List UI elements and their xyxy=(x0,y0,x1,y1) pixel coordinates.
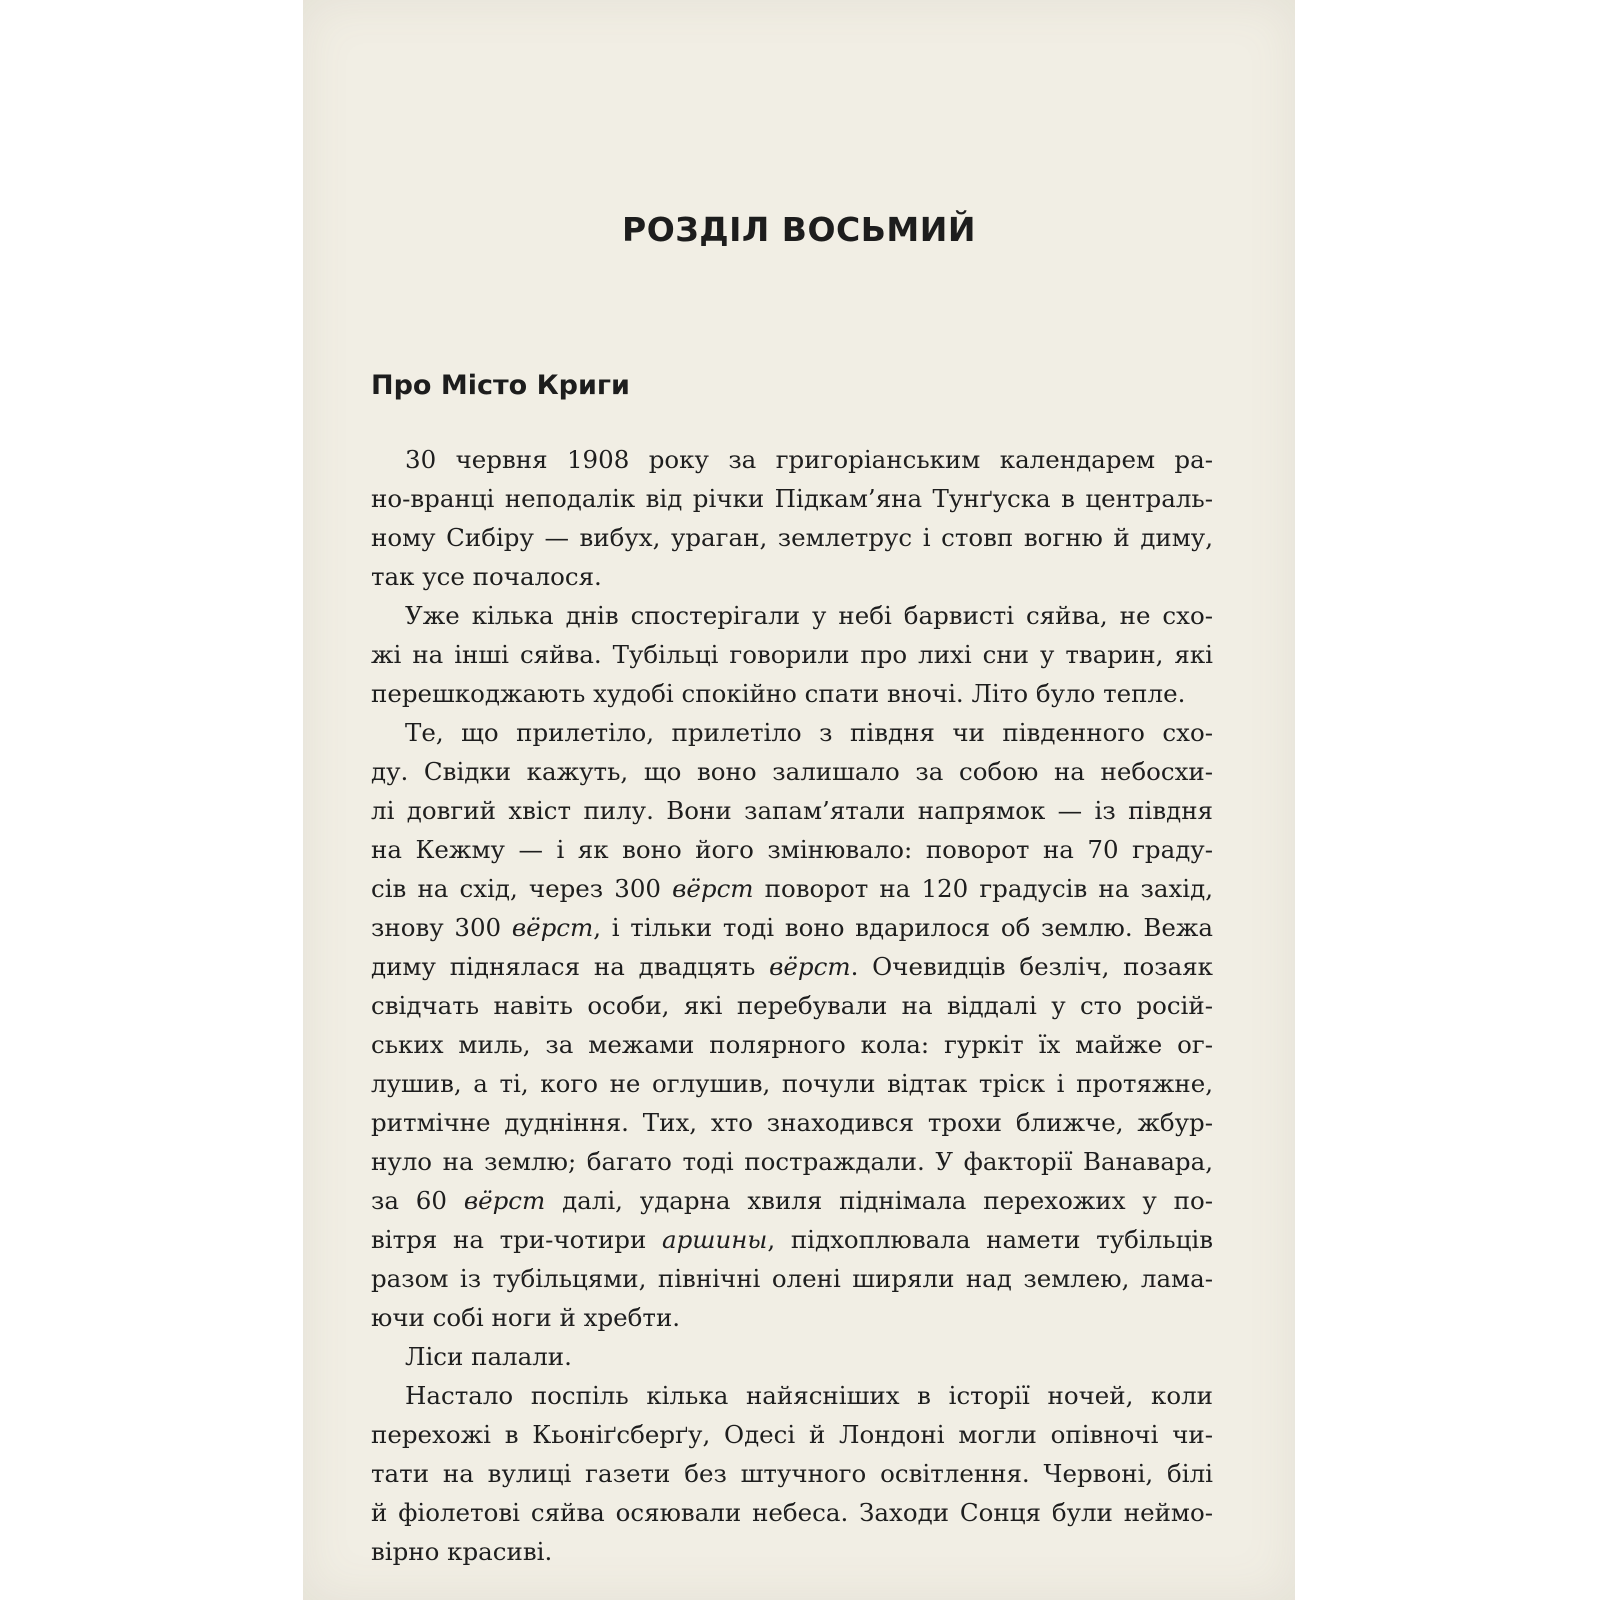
paragraph-2 xyxy=(371,596,1213,713)
text-line: разом із тубільцями, північні олені ширяли над землею, лама- xyxy=(371,1264,1213,1293)
section-title: Про Місто Криги xyxy=(371,370,630,401)
text-line: но-вранці неподалік від річки Підкам’яна Тунґуска в централь- xyxy=(371,484,1213,513)
text-line: лі довгий хвіст пилу. Вони запам’ятали напрямок — із півдня xyxy=(371,796,1213,825)
text-line: Те, що прилетіло, прилетіло з півдня чи південного схо- xyxy=(405,718,1213,747)
text-line xyxy=(371,908,1213,947)
text-run: сів на схід, через 300 xyxy=(371,874,673,903)
text-line: перешкоджають худобі спокійно спати вночі. Літо було тепле. xyxy=(371,679,1186,708)
text-run: диму піднялася на двадцять xyxy=(371,952,770,981)
italic-term: вёрст xyxy=(769,952,851,981)
paragraph-4 xyxy=(371,1337,1213,1376)
text-run: вітря на три-чотири xyxy=(371,1225,662,1254)
text-line: на Кежму — і як воно його змінювало: поворот на 70 граду- xyxy=(371,835,1213,864)
text-run: , і тільки тоді воно вдарилося об землю. Вежа xyxy=(593,913,1213,942)
body-text xyxy=(371,440,1213,1571)
text-line: 30 червня 1908 року за григоріанським календарем ра- xyxy=(405,445,1213,474)
text-line: перехожі в Кьоніґсберґу, Одесі й Лондоні могли опівночі чи- xyxy=(371,1420,1213,1449)
text-run: . Очевидців безліч, позаяк xyxy=(850,952,1213,981)
text-run: поворот на 120 градусів на захід, xyxy=(753,874,1213,903)
paragraph-5 xyxy=(371,1376,1213,1571)
text-line: так усе почалося. xyxy=(371,562,602,591)
chapter-title: РОЗДІЛ ВОСЬМИЙ xyxy=(622,210,976,249)
italic-term: аршины xyxy=(661,1225,768,1254)
text-line: вірно красиві. xyxy=(371,1537,553,1566)
italic-term: вёрст xyxy=(511,913,594,942)
text-line: ритмічне дудніння. Тих, хто знаходився трохи ближче, жбур- xyxy=(371,1108,1213,1137)
text-run: , підхоплювала намети тубільців xyxy=(767,1225,1214,1254)
text-line xyxy=(371,947,1213,986)
text-line: тати на вулиці газети без штучного освітлення. Червоні, білі xyxy=(371,1459,1213,1488)
text-line: свідчать навіть особи, які перебували на віддалі у сто росій- xyxy=(371,991,1213,1020)
text-line: Уже кілька днів спостерігали у небі барвисті сяйва, не схо- xyxy=(405,601,1213,630)
text-line: Ліси палали. xyxy=(405,1342,572,1371)
paragraph-1 xyxy=(371,440,1213,596)
text-line: ських миль, за межами полярного кола: гуркіт їх майже ог- xyxy=(371,1030,1213,1059)
text-run: далі, ударна хвиля піднімала перехожих у по- xyxy=(545,1186,1213,1215)
italic-term: вёрст xyxy=(463,1186,546,1215)
text-run: за 60 xyxy=(371,1186,464,1215)
text-line: ному Сибіру — вибух, ураган, землетрус і стовп вогню й диму, xyxy=(371,523,1213,552)
italic-term: вёрст xyxy=(672,874,754,903)
paragraph-3 xyxy=(371,713,1213,1337)
text-line: й фіолетові сяйва осяювали небеса. Заходи Сонця були неймо- xyxy=(371,1498,1213,1527)
text-line: Настало поспіль кілька найясніших в історії ночей, коли xyxy=(405,1381,1213,1410)
text-line xyxy=(371,1220,1213,1259)
text-line xyxy=(371,869,1213,908)
text-line xyxy=(371,1181,1213,1220)
text-line: жі на інші сяйва. Тубільці говорили про лихі сни у тварин, які xyxy=(371,640,1213,669)
text-line: ду. Свідки кажуть, що воно залишало за собою на небосхи- xyxy=(371,757,1213,786)
text-line: нуло на землю; багато тоді постраждали. У факторії Ванавара, xyxy=(371,1147,1213,1176)
book-page xyxy=(303,0,1295,1600)
text-line: ючи собі ноги й хребти. xyxy=(371,1303,681,1332)
text-line: лушив, а ті, кого не оглушив, почули відтак тріск і протяжне, xyxy=(371,1069,1213,1098)
text-run: знову 300 xyxy=(371,913,512,942)
